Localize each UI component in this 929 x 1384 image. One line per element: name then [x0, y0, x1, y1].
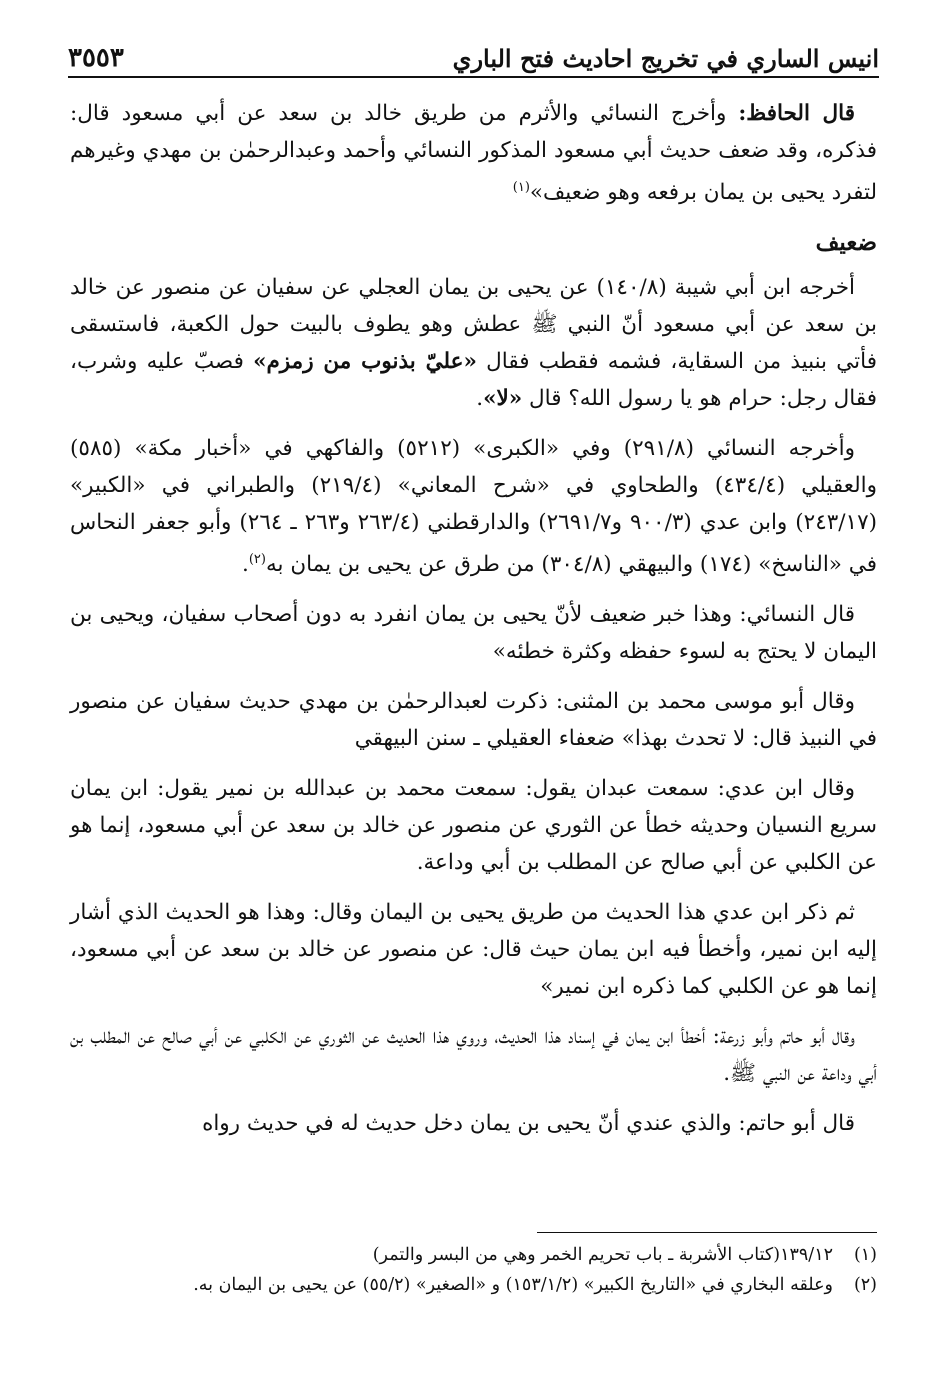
- footnotes: [70, 1240, 877, 1300]
- paragraph-ibn-adi: وقال ابن عدي: سمعت عبدان يقول: سمعت محمد بن عبدالله بن نمير يقول: ابن يمان سريع النسيان وحديثه خطأ عن الثوري عن منصور عن خالد بن سعد عن أبي مسعود، إنما هو عن الكلبي عن أبي صالح عن المطلب بن أبي وداعة.: [70, 776, 877, 876]
- paragraph-text: وأخرج النسائي والأثرم من طريق خالد بن سعد عن أبي مسعود قال: فذكره، وقد ضعف حديث أبي مسعود المذكور النسائي وأحمد وعبدالرحمٰن بن مهدي وغيرهم لتفرد يحيى بن يمان برفعه وهو ضعيف»: [70, 101, 877, 206]
- paragraph-abu-hatim: وقال أبو حاتم وأبو زرعة: أخطأ ابن يمان في إسناد هذا الحديث، وروي هذا الحديث عن الثوري عن الكلبي عن أبي صالح عن المطلب بن أبي وداعة عن النبي ﷺ.: [70, 1024, 877, 1087]
- page-number: ٣٥٥٣: [68, 43, 124, 73]
- footnote-text: وعلقه البخاري في «التاريخ الكبير» (١٥٣/١/٢) و «الصغير» (٥٥/٢) عن يحيى بن اليمان به.: [193, 1275, 833, 1295]
- hadith-quote: «عليّ بذنوب من زمزم»: [253, 349, 477, 375]
- book-title: انيس الساري في تخريج احاديث فتح الباري: [452, 44, 879, 73]
- paragraph-hafiz: [70, 95, 877, 211]
- footnote-ref-1[interactable]: (١): [512, 180, 530, 195]
- paragraph-text: وأخرجه النسائي (٢٩١/٨) وفي «الكبرى» (٥٢١٢) والفاكهي في «أخبار مكة» (٥٨٥) والعقيلي (٤٣٤/٤) والطحاوي في «شرح المعاني» (٢١٩/٤) والطبراني في «الكبير» (٢٤٣/١٧) وابن عدي (٩٠٠/٣ و٢٦٩١/٧) والدارقطني (٢٦٣/٤ و٢٦٣ ـ ٢٦٤) وأبو جعفر النحاس في «الناسخ» (١٧٤) والبيهقي (٣٠٤/٨) من طرق عن يحيى بن يمان به: [70, 436, 878, 578]
- paragraph-abu-musa: وقال أبو موسى محمد بن المثنى: ذكرت لعبدالرحمٰن بن مهدي حديث سفيان عن منصور في النبيذ قال: لا تحدث بهذا» ضعفاء العقيلي ـ سنن البيهقي: [70, 689, 877, 752]
- footnote-item: [70, 1240, 877, 1270]
- paragraph-text: .: [476, 386, 484, 412]
- footnote-mark: (١): [853, 1245, 877, 1265]
- footnote-mark: (٢): [853, 1275, 877, 1295]
- footnote-text: ١٣٩/١٢(كتاب الأشربة ـ باب تحريم الخمر وهي من البسر والتمر): [372, 1245, 833, 1265]
- paragraph-text: فصبّ عليه وشرب، فقال رجل: حرام هو يا رسول الله؟ قال: [70, 349, 877, 412]
- paragraph-takhrij-2: [70, 430, 877, 583]
- paragraph-text: أخرجه ابن أبي شيبة (١٤٠/٨) عن يحيى بن يمان العجلي عن سفيان عن منصور عن خالد بن سعد عن أبي مسعود أنّ النبي ﷺ عطش وهو يطوف بالبيت حول الكعبة، فاستسقى فأتي بنبيذ من السقاية، فشمه فقطب فقال: [70, 275, 877, 375]
- grading-heading: ضعيف: [815, 229, 877, 257]
- footnote-ref-2[interactable]: (٢): [248, 552, 266, 568]
- paragraph-abu-hatim-2: قال أبو حاتم: والذي عندي أنّ يحيى بن يمان دخل حديث له في حديث رواه: [202, 1111, 855, 1137]
- paragraph-text: .: [241, 552, 249, 578]
- footnote-rule: [537, 1232, 877, 1233]
- paragraph-takhrij-1: [70, 269, 877, 417]
- paragraph-nasai: قال النسائي: وهذا خبر ضعيف لأنّ يحيى بن يمان انفرد به دون أصحاب سفيان، ويحيى بن اليمان لا يحتج به لسوء حفظه وكثرة خطئه»: [70, 602, 877, 665]
- main-text: [70, 95, 877, 1155]
- header-rule: [68, 76, 879, 78]
- paragraph-ibn-adi-2: ثم ذكر ابن عدي هذا الحديث من طريق يحيى بن اليمان وقال: وهذا هو الحديث الذي أشار إليه ابن نمير، وأخطأ فيه ابن يمان حيث قال: عن منصور عن خالد بن سعد عن أبي مسعود، إنما هو عن الكلبي كما ذكره ابن نمير»: [70, 900, 877, 1000]
- running-header: [68, 35, 879, 73]
- footnote-item: [70, 1270, 877, 1300]
- hadith-quote: «لا»: [483, 386, 523, 412]
- hafiz-label: قال الحافظ:: [738, 101, 855, 126]
